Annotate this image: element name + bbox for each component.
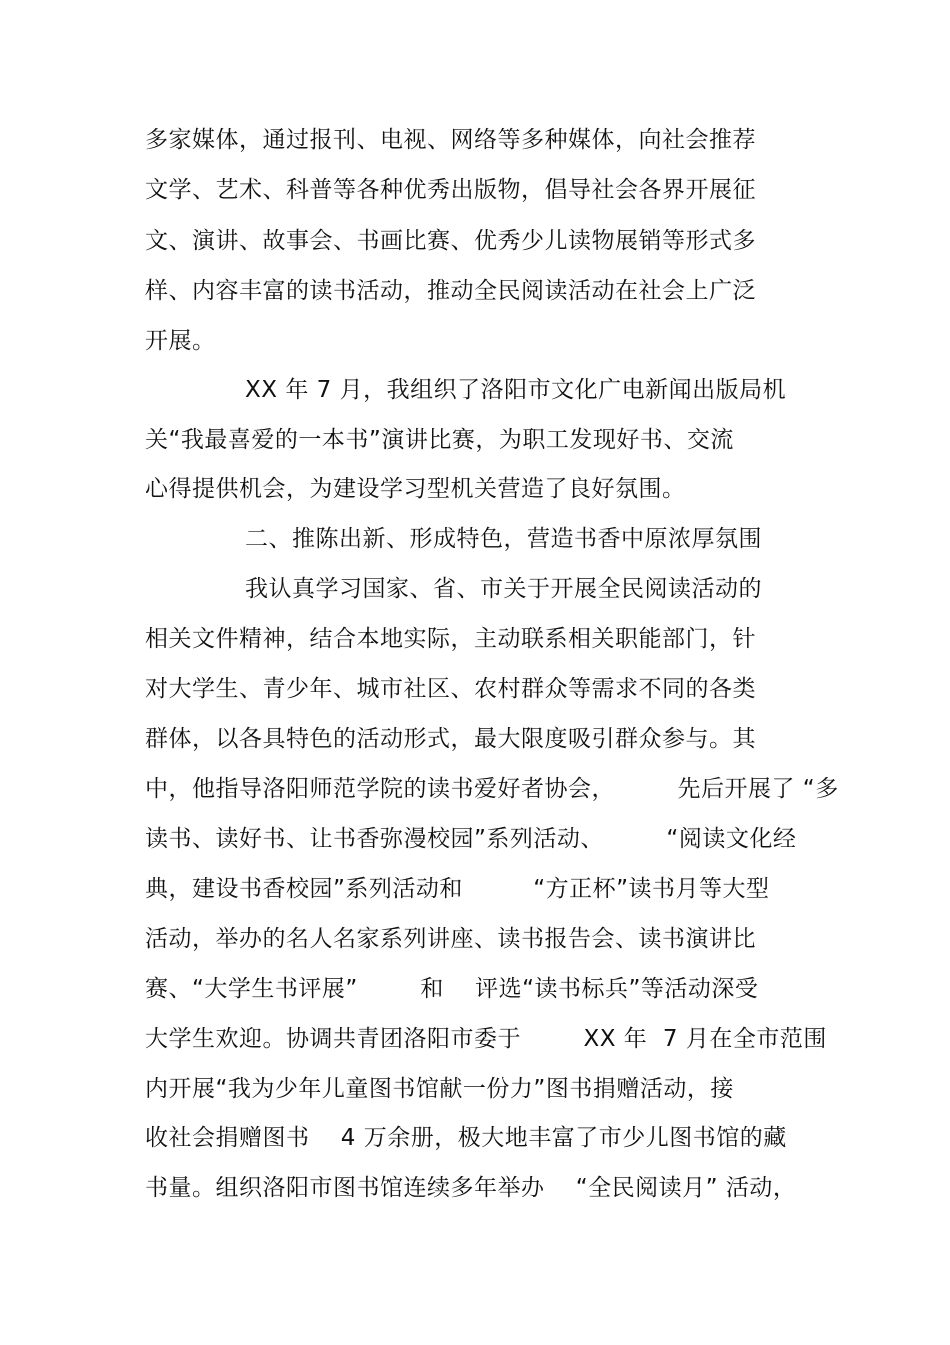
body-text-line: 相关文件精神，结合本地实际，主动联系相关职能部门，针 <box>145 626 756 652</box>
body-text-line: 开展。 <box>145 328 216 354</box>
body-text-line: 收社会捐赠图书 4 万余册，极大地丰富了市少儿图书馆的藏 <box>145 1125 787 1151</box>
body-text-line: 典，建设书香校园”系列活动和 “方正杯”读书月等大型 <box>145 876 770 902</box>
body-text-line: 多家媒体，通过报刊、电视、网络等多种媒体，向社会推荐 <box>145 127 756 153</box>
body-text-line: 对大学生、青少年、城市社区、农村群众等需求不同的各类 <box>145 676 756 702</box>
body-text-line: 赛、“大学生书评展” 和 评选“读书标兵”等活动深受 <box>145 976 759 1002</box>
body-text-line: 群体，以各具特色的活动形式，最大限度吸引群众参与。其 <box>145 726 756 752</box>
body-text-line: 样、内容丰富的读书活动，推动全民阅读活动在社会上广泛 <box>145 278 756 304</box>
body-text-line: 心得提供机会，为建设学习型机关营造了良好氛围。 <box>145 476 686 502</box>
body-text-line: 我认真学习国家、省、市关于开展全民阅读活动的 <box>245 576 762 602</box>
body-text-line: 文、演讲、故事会、书画比赛、优秀少儿读物展销等形式多 <box>145 228 756 254</box>
body-text-line: 内开展“我为少年儿童图书馆献一份力”图书捐赠活动，接 <box>145 1076 734 1102</box>
body-text-line: 中，他指导洛阳师范学院的读书爱好者协会， 先后开展了 “多 <box>145 776 839 802</box>
body-text-line: XX 年 7 月，我组织了洛阳市文化广电新闻出版局机 <box>245 377 787 403</box>
body-text-line: 活动，举办的名人名家系列讲座、读书报告会、读书演讲比 <box>145 926 756 952</box>
body-text-line: 关“我最喜爱的一本书”演讲比赛，为职工发现好书、交流 <box>145 427 734 453</box>
body-text-line: 书量。组织洛阳市图书馆连续多年举办 “全民阅读月” 活动， <box>145 1175 797 1201</box>
section-heading: 二、推陈出新、形成特色，营造书香中原浓厚氛围 <box>245 526 762 552</box>
body-text-line: 读书、读好书、让书香弥漫校园”系列活动、 “阅读文化经 <box>145 826 797 852</box>
body-text-line: 文学、艺术、科普等各种优秀出版物，倡导社会各界开展征 <box>145 177 756 203</box>
body-text-line: 大学生欢迎。协调共青团洛阳市委于 XX 年 7 月在全市范围 <box>145 1026 827 1052</box>
